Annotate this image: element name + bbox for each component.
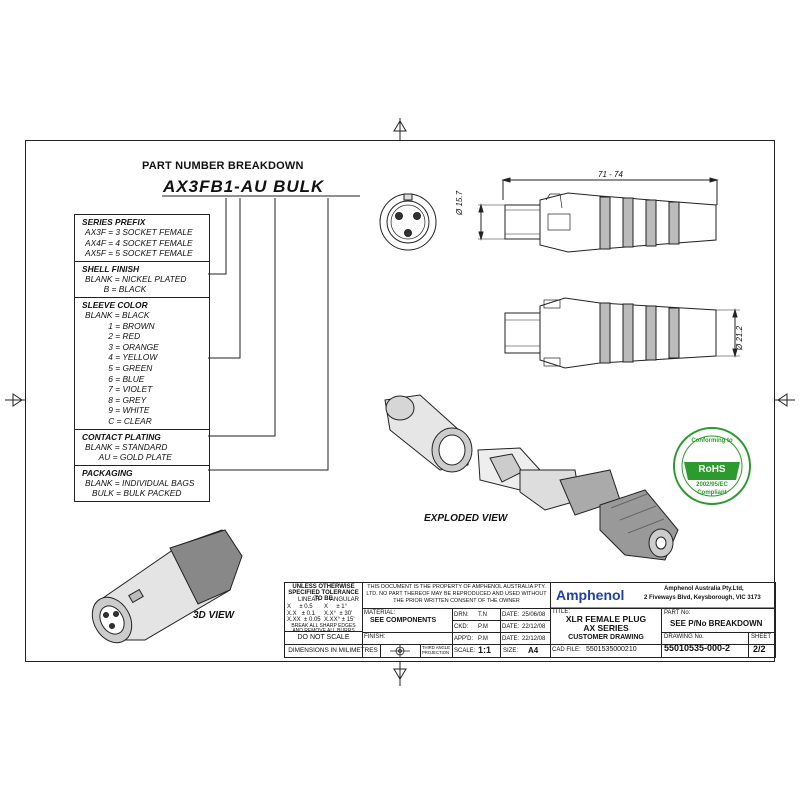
size-label: SIZE: bbox=[503, 648, 519, 654]
rohs-line1: Conforming to bbox=[691, 438, 733, 444]
cad-file-value: 5501535000210 bbox=[586, 646, 637, 653]
part-no-value: SEE P/No BREAKDOWN bbox=[670, 619, 763, 628]
rohs-line3: 2002/95/EC bbox=[696, 482, 728, 488]
title-line1: XLR FEMALE PLUG bbox=[565, 614, 647, 624]
legend-heading: CONTACT PLATING bbox=[82, 431, 161, 442]
material-value: SEE COMPONENTS bbox=[370, 617, 437, 624]
legend-row: BLANK = STANDARD bbox=[85, 441, 168, 452]
cad-file-label: CAD FILE: bbox=[552, 647, 581, 653]
legend-row: B = BLACK bbox=[85, 284, 147, 295]
title-label: TITLE: bbox=[552, 609, 571, 615]
do-not-scale: DO NOT SCALE bbox=[297, 634, 350, 641]
company-name: Amphenol Australia Pty.Ltd, bbox=[664, 586, 744, 592]
brand-logo: Amphenol bbox=[556, 587, 625, 603]
drn-date: 25/06/08 bbox=[522, 612, 546, 618]
dimensions-unit-note: DIMENSIONS IN MILIMETRES bbox=[288, 647, 378, 654]
part-number-code: AX3FB1-AU BULK bbox=[163, 177, 325, 196]
appd-date-label: DATE: bbox=[502, 636, 520, 642]
rohs-line4: Compliant bbox=[697, 490, 727, 496]
legend-heading: PACKAGING bbox=[82, 467, 133, 478]
material-label: MATERIAL: bbox=[364, 610, 396, 616]
tolerance-linear-0: X ± 0.5 bbox=[287, 604, 313, 610]
tolerance-angular-0: X ± 1° bbox=[324, 604, 348, 610]
legend-row: BULK = BULK PACKED bbox=[85, 488, 182, 499]
rohs-line2: RoHS bbox=[698, 464, 726, 475]
part-no-label: PART No: bbox=[664, 610, 691, 616]
tolerance-linear-1: X.X ± 0.1 bbox=[287, 611, 315, 617]
legend-row: 4 = YELLOW bbox=[85, 352, 158, 363]
drn-label: DRN: bbox=[454, 612, 469, 618]
appd-date: 22/12/08 bbox=[522, 636, 546, 642]
tolerance-linear-header: LINEAR bbox=[298, 597, 320, 603]
legend-row: AX5F = 5 SOCKET FEMALE bbox=[85, 248, 193, 259]
legend-row: 1 = BROWN bbox=[85, 320, 155, 331]
tolerance-angular-1: X.X° ± 30' bbox=[324, 611, 353, 617]
drn-value: T.N bbox=[478, 612, 487, 618]
three-d-view-label: 3D VIEW bbox=[193, 610, 235, 621]
property-notice: THIS DOCUMENT IS THE PROPERTY OF AMPHENOL AUSTRALIA PTY. LTD. NO PART THEREOF MAY BE REPRODUCED AND USED WITHOUT THE PRIOR WRITTEN CONSENT OF THE OWNER bbox=[366, 584, 547, 604]
tolerance-angular-2: X.XX° ± 15' bbox=[324, 617, 355, 623]
front-diameter-dimension: Ø 15.7 bbox=[455, 190, 464, 215]
legend-row: 2 = RED bbox=[85, 331, 141, 342]
legend-heading: SHELL FINISH bbox=[82, 263, 140, 274]
legend-row: 5 = GREEN bbox=[85, 362, 153, 373]
projection-symbol bbox=[390, 644, 410, 658]
length-dimension: 71 - 74 bbox=[598, 170, 623, 179]
tolerance-linear-2: X.XX ± 0.05 bbox=[287, 617, 321, 623]
legend-row: AX4F = 4 SOCKET FEMALE bbox=[85, 237, 193, 248]
legend-heading: SERIES PREFIX bbox=[82, 217, 146, 227]
legend-row: 7 = VIOLET bbox=[85, 384, 153, 395]
legend-row: 3 = ORANGE bbox=[85, 341, 159, 352]
sleeve-diameter-dimension: Ø 21.2 bbox=[735, 325, 744, 350]
legend-heading: SLEEVE COLOR bbox=[82, 299, 148, 310]
scale-value: 1:1 bbox=[478, 645, 492, 655]
legend-row: BLANK = BLACK bbox=[85, 309, 150, 320]
drn-date-label: DATE: bbox=[502, 612, 520, 618]
break-edges-note: BREAK ALL SHARP EDGES AND REMOVE ALL BURRS bbox=[291, 623, 356, 634]
size-value: A4 bbox=[528, 646, 539, 655]
legend-row: BLANK = INDIVIDUAL BAGS bbox=[85, 477, 195, 488]
projection-note: THIRD ANGLE PROJECTION bbox=[422, 645, 450, 655]
tolerance-angular-header: ANGULAR bbox=[330, 597, 360, 603]
ckd-date: 22/12/08 bbox=[522, 624, 546, 630]
title-line3: CUSTOMER DRAWING bbox=[568, 634, 644, 641]
sheet-label: SHEET bbox=[751, 634, 772, 640]
scale-label: SCALE: bbox=[454, 648, 476, 654]
title-line2: AX SERIES bbox=[583, 623, 629, 633]
ckd-date-label: DATE: bbox=[502, 624, 520, 630]
sheet-value: 2/2 bbox=[753, 644, 766, 654]
finish-label: FINISH: bbox=[364, 634, 386, 640]
appd-label: APP'D: bbox=[454, 636, 474, 642]
legend-row: C = CLEAR bbox=[85, 415, 152, 426]
drawing-no-value: 55010535-000-2 bbox=[664, 643, 731, 653]
drawing-no-label: DRAWING No. bbox=[664, 634, 704, 640]
tolerance-title: UNLESS OTHERWISE SPECIFIED TOLERANCE TO BE bbox=[288, 584, 359, 602]
exploded-view-label: EXPLODED VIEW bbox=[424, 513, 508, 524]
ckd-value: P.M bbox=[478, 624, 488, 630]
breakdown-title: PART NUMBER BREAKDOWN bbox=[142, 160, 304, 172]
legend-row: 6 = BLUE bbox=[85, 373, 145, 384]
legend-row: 8 = GREY bbox=[85, 394, 147, 405]
ckd-label: CKD: bbox=[454, 624, 469, 630]
legend-row: AU = GOLD PLATE bbox=[85, 452, 172, 463]
company-address: 2 Fiveways Blvd, Keysborough, VIC 3173 bbox=[644, 595, 761, 601]
legend-row: BLANK = NICKEL PLATED bbox=[85, 273, 187, 284]
legend-row: 9 = WHITE bbox=[85, 405, 150, 416]
appd-value: P.M bbox=[478, 636, 488, 642]
legend-row: AX3F = 3 SOCKET FEMALE bbox=[85, 227, 193, 237]
